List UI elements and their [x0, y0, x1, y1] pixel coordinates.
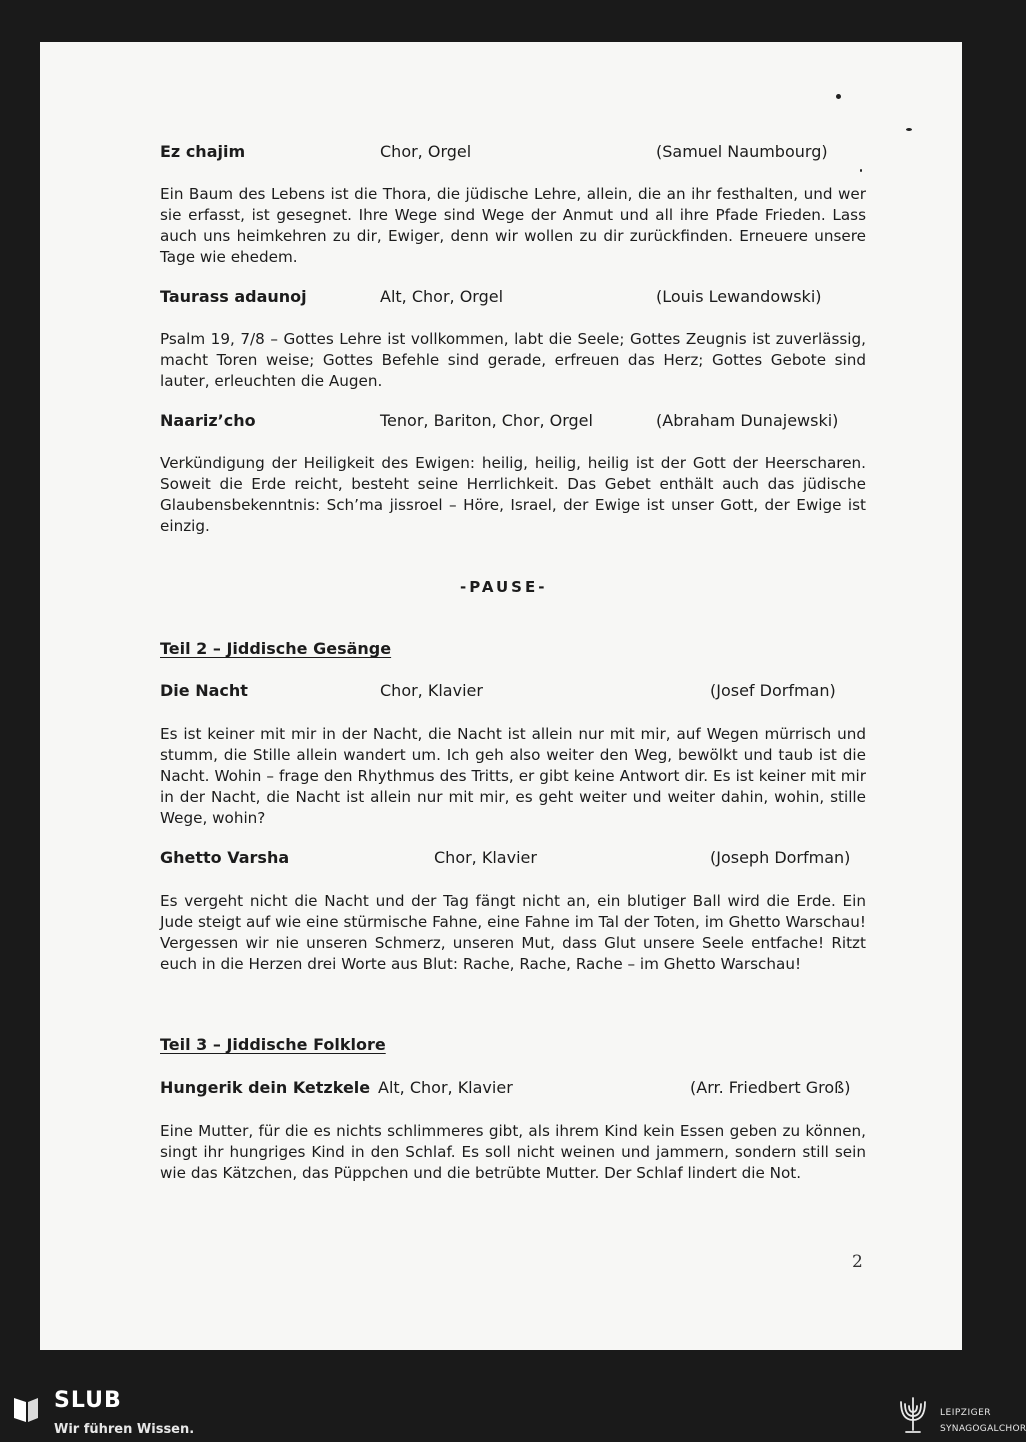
slub-tagline: Wir führen Wissen. [54, 1422, 195, 1437]
page-number: 2 [852, 1252, 863, 1272]
piece-voices: Chor, Klavier [380, 681, 483, 700]
piece-title: Ghetto Varsha [160, 848, 290, 867]
partner-name-line2: SYNAGOGALCHOR [940, 1424, 1026, 1434]
piece-voices: Tenor, Bariton, Chor, Orgel [380, 411, 593, 430]
piece-title: Taurass adaunoj [160, 287, 307, 306]
piece-title: Die Nacht [160, 681, 248, 700]
piece-description: Eine Mutter, für die es nichts schlimmeres gibt, als ihrem Kind kein Essen geben zu können, singt ihr hungriges Kind in den Schlaf. Es soll nicht weinen und jammern, sondern still sein wie das Kätzchen, das Püppchen und die betrübte Mutter. Der Schlaf lindert die Not. [160, 1122, 866, 1182]
entry-header [160, 681, 866, 705]
menorah-icon [896, 1392, 930, 1436]
entry-header [160, 411, 866, 435]
piece-voices: Chor, Orgel [380, 142, 472, 161]
entry-header [160, 142, 866, 166]
book-icon [12, 1394, 40, 1424]
piece-description: Ein Baum des Lebens ist die Thora, die jüdische Lehre, allein, die an ihr festhalten, und wer sie erfasst, ist gesegnet. Ihre Wege sind Wege der Anmut und all ihre Pfade Frieden. Lass auch uns heimkehren zu dir, Ewiger, denn wir wollen zu dir zurückfinden. Erneuere unsere Tage wie ehedem. [160, 185, 866, 266]
entry-header [160, 848, 866, 872]
paper-speck [906, 128, 912, 131]
piece-title: Hungerik dein Ketzkele [160, 1078, 371, 1097]
piece-composer: (Samuel Naumbourg) [656, 142, 828, 161]
footer-bar [0, 1350, 1026, 1442]
entry-header [160, 287, 866, 311]
section-heading-3: Teil 3 – Jiddische Folklore [160, 1035, 386, 1054]
piece-title: Ez chajim [160, 142, 246, 161]
slub-name: SLUB [54, 1388, 122, 1413]
piece-voices: Alt, Chor, Klavier [378, 1078, 513, 1097]
partner-name-line1: LEIPZIGER [940, 1408, 992, 1418]
document-page [40, 42, 962, 1350]
piece-description: Verkündigung der Heiligkeit des Ewigen: heilig, heilig, heilig ist der Gott der Heerscharen. Soweit die Erde reicht, besteht seine Herrlichkeit. Das Gebet enthält auch das jüdische Glaubensbekenntnis: Sch’ma jissroel – Höre, Israel, der Ewige ist unser Gott, der Ewige ist einzig. [160, 454, 866, 535]
piece-composer: (Louis Lewandowski) [656, 287, 822, 306]
paper-speck [836, 94, 841, 99]
piece-voices: Alt, Chor, Orgel [380, 287, 504, 306]
entry-header [160, 1078, 866, 1102]
section-heading-2: Teil 2 – Jiddische Gesänge [160, 639, 392, 658]
piece-composer: (Josef Dorfman) [710, 681, 836, 700]
piece-composer: (Joseph Dorfman) [710, 848, 851, 867]
piece-composer: (Arr. Friedbert Groß) [690, 1078, 851, 1097]
piece-description: Es vergeht nicht die Nacht und der Tag fängt nicht an, ein blutiger Ball wird die Erde. Ein Jude steigt auf wie eine stürmische Fahne, eine Fahne im Tal der Toten, im Ghetto Warschau! Vergessen wir nie unseren Schmerz, unseren Mut, dass Glut unsere Seele entfache! Ritzt euch in die Herzen drei Worte aus Blut: Rache, Rache, Rache – im Ghetto Warschau! [160, 892, 866, 973]
paper-speck [860, 169, 862, 172]
piece-description: Psalm 19, 7/8 – Gottes Lehre ist vollkommen, labt die Seele; Gottes Zeugnis ist zuverlässig, macht Toren weise; Gottes Befehle sind gerade, erfreuen das Herz; Gottes Gebote sind lauter, erleuchten die Augen. [160, 330, 866, 390]
piece-description: Es ist keiner mit mir in der Nacht, die Nacht ist allein nur mit mir, auf Wegen mürrisch und stumm, die Stille allein wandert um. Ich geh also weiter den Weg, bewölkt und taub ist die Nacht. Wohin – frage den Rhythmus des Tritts, er gibt keine Antwort dir. Es ist keiner mit mir in der Nacht, die Nacht ist allein nur mit mir, es geht weiter und weiter dahin, wohin, stille Wege, wohin? [160, 725, 866, 827]
piece-composer: (Abraham Dunajewski) [656, 411, 839, 430]
pause-heading: -PAUSE- [460, 578, 548, 596]
piece-voices: Chor, Klavier [434, 848, 537, 867]
piece-title: Naariz’cho [160, 411, 256, 430]
